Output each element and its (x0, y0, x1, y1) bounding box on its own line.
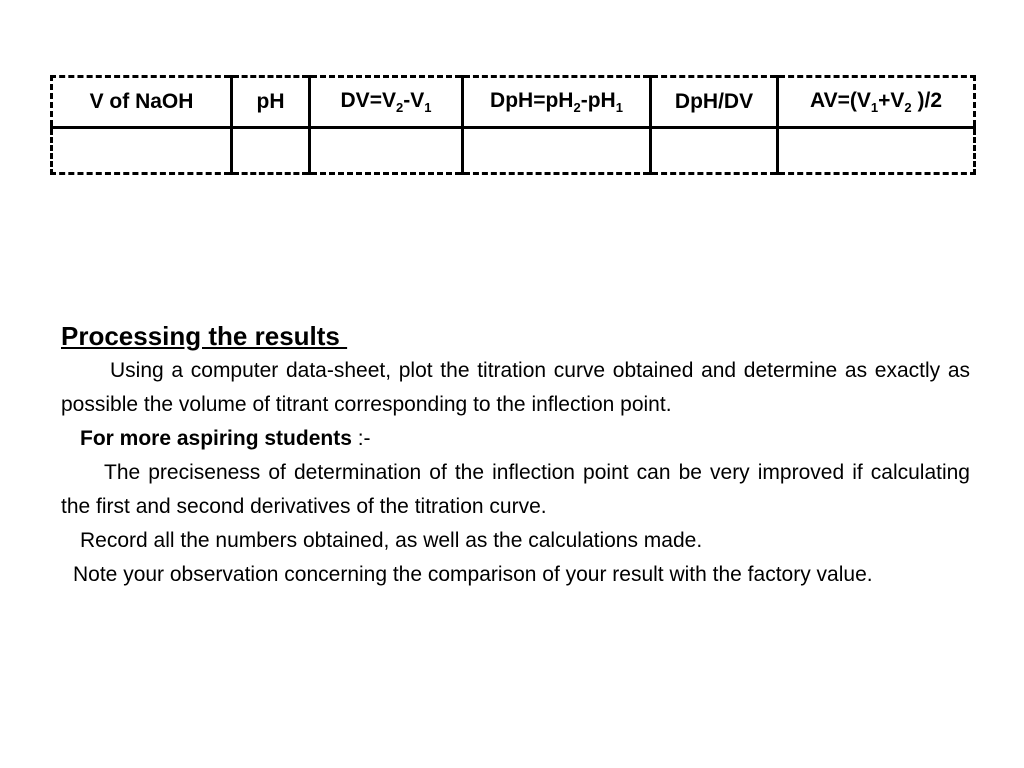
aspiring-suffix: :- (351, 427, 371, 450)
table-cell (463, 128, 651, 174)
header-ph: pH (232, 77, 310, 128)
results-table (50, 75, 976, 175)
aspiring-students-line (61, 422, 970, 456)
table-cell (310, 128, 463, 174)
table-row (52, 128, 975, 174)
table-cell (778, 128, 975, 174)
header-delta-ph: $DpH=pH_2-pH_1$ (463, 77, 651, 128)
record-paragraph: Record all the numbers obtained, as well as the calculations made. (80, 529, 703, 552)
section-heading: Processing the results (61, 321, 348, 351)
aspiring-label: For more aspiring students (80, 427, 352, 450)
derivatives-paragraph: The preciseness of determination of the inflection point can be very improved if calculating the first and second derivatives of the titration curve. (61, 461, 970, 518)
header-v-naoh: V of NaOH (52, 77, 232, 128)
table-cell (232, 128, 310, 174)
header-dph-dv: DpH/DV (651, 77, 778, 128)
table-header-row (52, 77, 975, 128)
header-average-v: $AV=(V_1+V_2$ )/2 (778, 77, 975, 128)
table-cell (651, 128, 778, 174)
header-delta-v: $DV=V_2-V_1$ (310, 77, 463, 128)
observation-paragraph: Note your observation concerning the comparison of your result with the factory value. (73, 563, 873, 586)
instruction-paragraph: Using a computer data-sheet, plot the titration curve obtained and determine as exactly as possible the volume of titrant corresponding to the inflection point. (61, 359, 970, 416)
processing-section (61, 318, 970, 592)
table-cell (52, 128, 232, 174)
